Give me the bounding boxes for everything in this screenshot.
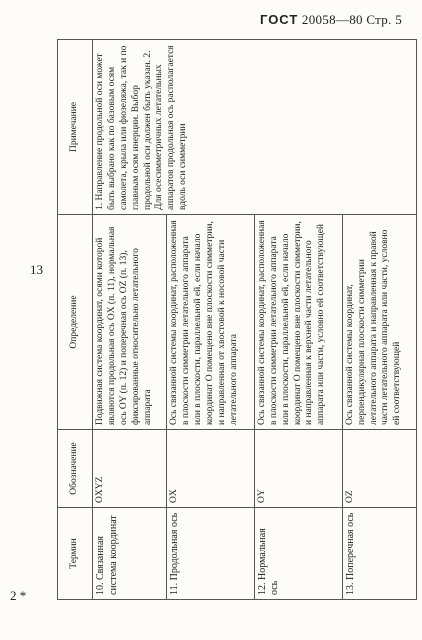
column-header-definition: Определение <box>58 215 93 430</box>
column-header-note: Примечание <box>58 40 93 215</box>
column-header-term: Термин <box>58 508 93 600</box>
definition-cell: Ось связанной системы координат, расположенная в плоскости симметрии летательного аппарата или в плоскости, параллельной ей, если начало координат О помещено вне плоскости симметрии, и направленная от хвостовой к носовой части летательного аппарата <box>167 215 255 430</box>
standard-number: 20058—80 <box>301 12 363 27</box>
page-header <box>260 12 402 28</box>
definition-cell: Ось связанной системы координат, перпендикулярная плоскости симметрии летательного аппарата и направленная к правой части летательного аппарата или части, условно ей соответствующей <box>342 215 416 430</box>
footer-mark: 2 * <box>10 588 27 603</box>
side-number: 13 <box>30 262 43 277</box>
note-cell: 1. Направление продольной оси может быть выбрано как по базовым осям самолета, крыла или фюзеляжа, так и по главным осям инерции. Выбор продольной оси должен быть указан. 2. Для осесимметричных летательных аппаратов продольная ось располагается вдоль оси симметрии <box>93 40 417 215</box>
term-cell: 12. Нормальная ось <box>254 508 342 600</box>
term-cell: 11. Продольная ось <box>167 508 255 600</box>
column-header-symbol: Обозначение <box>58 430 93 508</box>
symbol-cell: OXYZ <box>93 430 167 508</box>
standard-label: ГОСТ <box>260 12 299 27</box>
table-header-row <box>58 40 93 600</box>
symbol-cell: OX <box>167 430 255 508</box>
table-row <box>93 40 167 600</box>
page-number: Стр. 5 <box>366 12 402 27</box>
rotated-table-wrapper <box>57 40 417 600</box>
term-cell: 13. Поперечная ось <box>342 508 416 600</box>
symbol-cell: OY <box>254 430 342 508</box>
definition-cell: Подвижная система координат, осями которой являются продольная ось OX (п. 11), нормальная ось OY (п. 12) и поперечная ось OZ (п. 13), фиксированные относительно летательного аппарата <box>93 215 167 430</box>
definition-cell: Ось связанной системы координат, расположенная в плоскости симметрии летательного аппарата или в плоскости, параллельной ей, если начало координат О помещено вне плоскости симметрии, и направленная к верхней части летательного аппарата или части, условно ей соответствующей <box>254 215 342 430</box>
terms-table <box>57 39 417 600</box>
symbol-cell: OZ <box>342 430 416 508</box>
term-cell: 10. Связанная система координат <box>93 508 167 600</box>
